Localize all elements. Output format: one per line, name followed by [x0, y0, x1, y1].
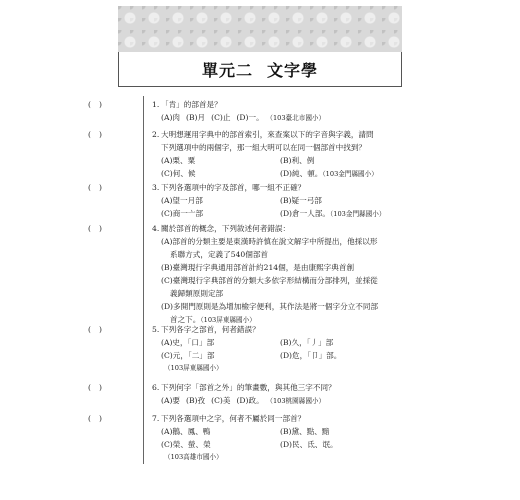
option-d: (D)危，「卩」部。	[280, 351, 342, 360]
question-source: （103高雄市國小）	[164, 453, 223, 461]
option-d: (D)一。	[236, 113, 264, 122]
question-stem: 關於部首的概念，下列敘述何者錯誤：	[161, 224, 291, 233]
question-stem: 「肯」的部首是？	[161, 100, 222, 109]
option-b: (B)黛、點、黯	[280, 427, 330, 436]
question-number: 1.	[152, 100, 160, 109]
page-title-box	[118, 52, 402, 87]
answer-blank[interactable]: ( )	[88, 383, 102, 392]
question-stem: 下列各字之部首，何者錯誤？	[161, 325, 260, 334]
answer-blank[interactable]: ( )	[88, 130, 102, 139]
question-source: （103屏東縣國小）	[200, 316, 256, 324]
question-number: 2.	[152, 130, 160, 139]
option-b: (B)臺灣現行字典通用部首計約214個，是由康熙字典首創	[161, 263, 355, 272]
option-c: (C)何、候	[161, 169, 196, 178]
question-stem: 下列各選項中之字，何者不屬於同一部首？	[161, 414, 306, 423]
option-c: (C)美	[211, 396, 231, 405]
question-stem-line1: 大明想運用字典中的部首索引，來查案以下的字音與字義，請問	[161, 130, 374, 139]
answer-blank[interactable]: ( )	[88, 414, 102, 423]
option-a: (A)望一月部	[161, 196, 203, 205]
question-number: 3.	[152, 183, 160, 192]
option-b: (B)孜	[186, 396, 206, 405]
option-b: (B)疑一弓部	[280, 196, 322, 205]
option-a: (A)鵝、鳳、鴨	[161, 427, 211, 436]
option-d: (D)純、頓。	[280, 169, 323, 178]
option-b: (B)久，「丿」部	[280, 338, 334, 347]
question-stem: 下列何字「部首之外」的筆畫數，與其他三字不同？	[161, 383, 336, 392]
page-title	[195, 58, 325, 81]
option-a-line2: 系聯方式，定義了540個部首	[170, 250, 269, 259]
question-number: 7.	[152, 414, 160, 423]
answer-blank[interactable]: ( )	[88, 100, 102, 109]
option-d: (D)倉一人部。	[280, 209, 330, 218]
unit-title: 文字學	[267, 60, 319, 80]
question-source: （103金門縣國小）	[329, 210, 386, 218]
option-d: (D)政。	[236, 396, 264, 405]
option-c: (C)元，「二」部	[161, 351, 215, 360]
question-number: 5.	[152, 325, 160, 334]
option-b: (B)月	[186, 113, 206, 122]
question-number: 6.	[152, 383, 160, 392]
answer-blank[interactable]: ( )	[88, 224, 102, 233]
question-source: （103屏東縣國小）	[164, 364, 223, 372]
unit-label: 單元二	[201, 60, 253, 80]
option-d-line1: (D)多開門原則是為增加檢字便利，其作法是將一個字分立不同部	[161, 302, 379, 311]
answer-column-divider	[143, 96, 144, 464]
option-c-line2: 義歸類原則定部	[170, 289, 224, 298]
option-a: (A)肉	[161, 113, 181, 122]
question-source: （103臺北市國小）	[269, 114, 326, 122]
question-source: （103金門縣國小）	[322, 170, 378, 178]
option-c: (C)榮、螢、榮	[161, 440, 211, 449]
option-a: (A)史，「口」部	[161, 338, 215, 347]
option-a: (A)要	[161, 396, 181, 405]
question-stem-line2: 下列選項中的兩個字，那一組大明可以在同一個部首中找到？	[161, 143, 367, 152]
answer-blank[interactable]: ( )	[88, 183, 102, 192]
header-banner	[118, 6, 402, 52]
option-c-line1: (C)臺灣現行字典部首的分類大多依字形結構而分部排列，並採從	[161, 276, 378, 285]
option-c: (C)止	[211, 113, 231, 122]
question-number: 4.	[152, 224, 160, 233]
question-stem: 下列各選項中的字及部首，哪一組不正確？	[161, 183, 306, 192]
question-source: （103桃園縣國小）	[269, 397, 326, 405]
option-a-line1: (A)部首的分類主要是東漢時許慎在說文解字中所提出，他採以形	[161, 237, 378, 246]
option-d: (D)民、氐、氓。	[280, 440, 338, 449]
option-a: (A)栗、粟	[161, 156, 196, 165]
option-c: (C)商一亠部	[161, 209, 204, 218]
option-b: (B)利、例	[280, 156, 315, 165]
answer-blank[interactable]: ( )	[88, 325, 102, 334]
option-d-line2: 首之下。	[170, 315, 201, 324]
